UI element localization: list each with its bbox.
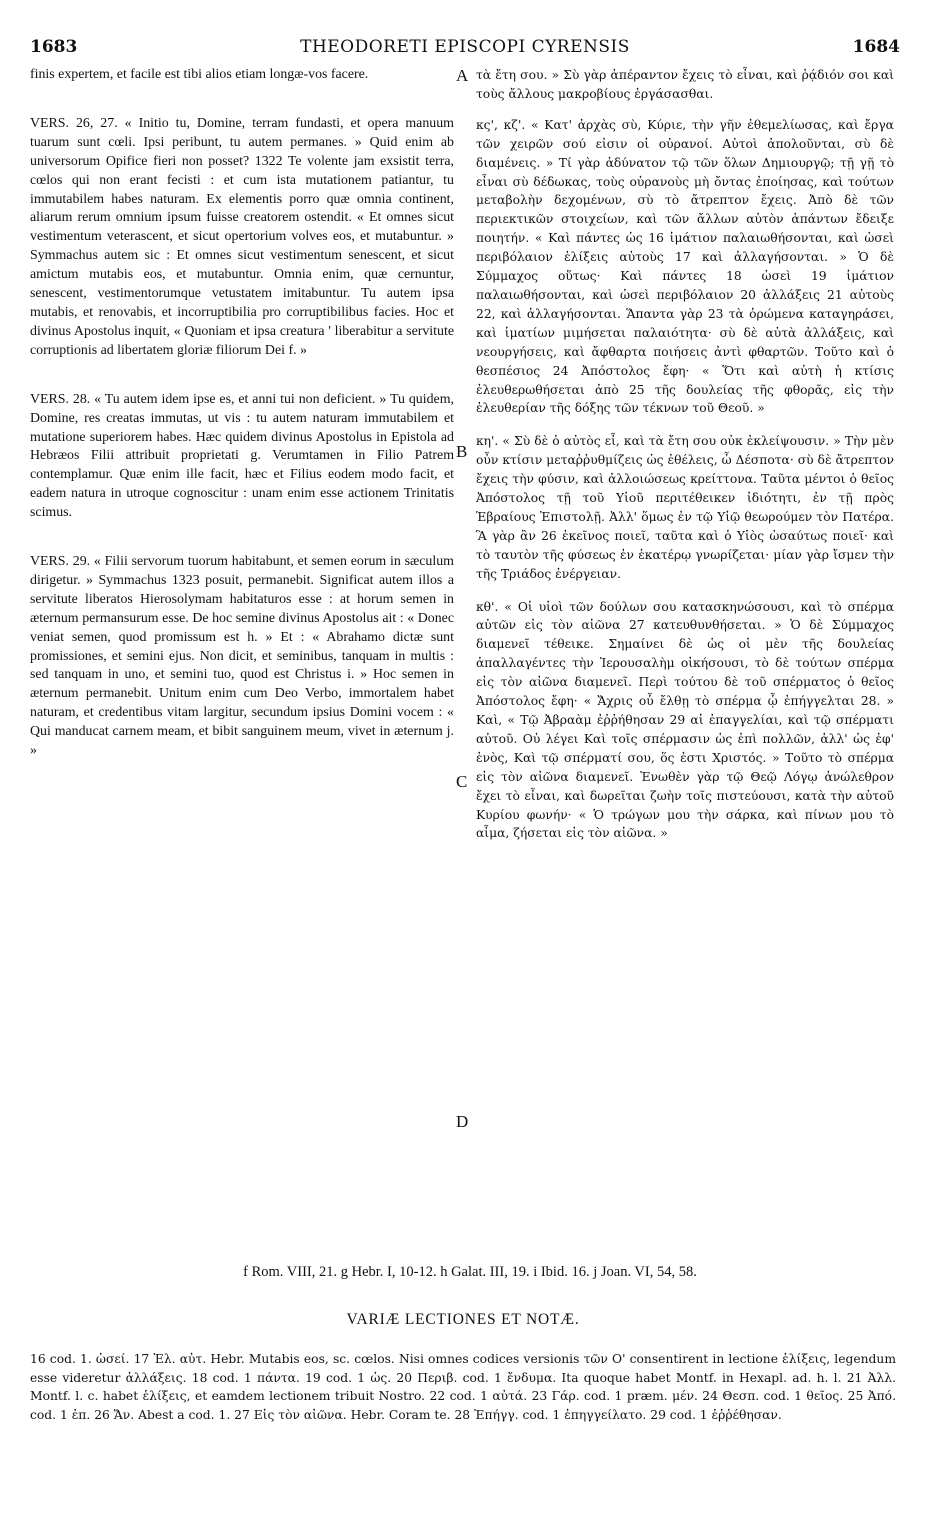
right-page-number: 1684	[852, 37, 900, 57]
latin-paragraph: VERS. 26, 27. « Initio tu, Domine, terram fundasti, et opera manuum tuarum sunt cœli. Ipsi peribunt, tu autem permanes. » Quid enim ab universorum Opifice fieri non posset? 1322 Te volente jam exsistit terra, cœlos qui non erant fecisti : et cum ista mutationem patiantur, tu immutabilem habes naturam. Ex elementis porro quæ omnia continent, aliarum rerum omnium ipsum fuisse creatorem ostendit. « Et omnes sicut vestimentum veterascent, et sicut opertorium volves eos, et mutabuntur. » Symmachus autem sic : Et omnes sicut vestimentum senescent, et sicut amictum mutabis eos, et mutabuntur. Omnia enim, quæ cernuntur, senescent, vestimentorumque vetustatem imitabuntur. Tu autem ipsa mutabis, et renovabis, et incorruptibilia pro corruptibilibus facies. Hoc et divinus Apostolus inquit, « Quoniam et ipsa creatura ' liberabitur a servitute corruptionis ad libertatem gloriæ filiorum Dei f. »	[30, 115, 454, 358]
section-marker-d: D	[456, 1112, 469, 1131]
greek-column	[476, 66, 894, 843]
greek-paragraph: τὰ ἔτη σου. » Σὺ γὰρ ἀπέραντον ἔχεις τὸ εἶναι, καὶ ῥᾴδιόν σοι καὶ τοὺς ἄλλους μακροβίους ἐργάσασθαι.	[476, 68, 894, 101]
greek-paragraph: κη'. « Σὺ δὲ ὁ αὐτὸς εἶ, καὶ τὰ ἔτη σου οὐκ ἐκλείψουσιν. » Τὴν μὲν οὖν κτίσιν μεταῤῥυθμίζεις ὡς ἐθέλεις, ὦ Δέσποτα· σὺ δὲ ἄτρεπτον ἔχεις τὴν φύσιν, καὶ ἀλλοιώσεως κρείττονα. Ταῦτα μέντοι ὁ θεῖος Ἀπόστολος τῇ τοῦ Υἱοῦ περιτέθεικεν ἰδιότητι, ἐν τῇ πρὸς Ἑβραίους Ἐπιστολῇ. Ἀλλ' ὅμως ἐν τῷ Υἱῷ θεωρούμεν τὸν Πατέρα. Ἃ γὰρ ἂν 26 ἐκεῖνος ποιεῖ, ταῦτα καὶ ὁ Υἱὸς ὡσαύτως ποιεῖ· καὶ τὸ ταυτὸν τῆς φύσεως ἐν ἑκατέρῳ γνωρίζεται· μίαν γὰρ ἴσμεν τὴν τῆς Τριάδος ἐνέργειαν.	[476, 434, 894, 581]
greek-paragraph: κθ'. « Οἱ υἱοὶ τῶν δούλων σου κατασκηνώσουσι, καὶ τὸ σπέρμα αὐτῶν εἰς τὸν αἰῶνα 27 κατευθυνθήσεται. » Ὁ δὲ Σύμμαχος διαμενεῖ τέθεικε. Σημαίνει δὲ ὡς οἱ μὲν τῆς δουλείας ἀπαλλαγέντες τὴν Ἱερουσαλὴμ οἰκήσουσι, τὸ δὲ τούτων σπέρμα εἰς τὸν αἰῶνα διαμενεῖ. Περὶ τούτου δὲ τοῦ σπέρματος ὁ θεῖος Ἀπόστολος ἔφη· « Ἄχρις οὗ ἔλθῃ τὸ σπέρμα ᾧ ἐπήγγελται 28. » Καὶ, « Τῷ Ἀβραὰμ ἐῤῥήθησαν 29 αἱ ἐπαγγελίαι, καὶ τῷ σπέρματι αὐτοῦ. Οὐ λέγει Καὶ τοῖς σπέρμασιν ὡς ἐπὶ πολλῶν, ἀλλ' ὡς ἐφ' ἑνὸς, Καὶ τῷ σπέρματί σου, ὅς ἐστι Χριστός. » Τοῦτο τὸ σπέρμα εἰς τὸν αἰῶνα διαμενεῖ. Ἑνωθὲν γὰρ τῷ Θεῷ Λόγῳ ἀνώλεθρον ἔχει τὸ εἶναι, καὶ δωρεῖται ζωὴν τοῖς πιστεύουσι, κατὰ τὴν αὐτοῦ Κυρίου φωνήν· « Ὁ τρώγων μου τὴν σάρκα, καὶ πίνων μου τὸ αἷμα, ζήσεται εἰς τὸν αἰῶνα. »	[476, 599, 894, 841]
latin-paragraph: VERS. 28. « Tu autem idem ipse es, et anni tui non deficient. » Tu quidem, Domine, res creatas immutas, ut vis : tu autem naturam immutabilem et mutatione superiorem habes. Hæc quidem divinus Apostolus in Epistola ad Hebræos Filii attribuit proprietati g. Verumtamen in Filio Patrem contemplamur. Quæ enim ille facit, hæc et Filius eodem modo facit, et eadem natura in utroque cognoscitur : unam enim esse actionem Trinitatis scimus.	[30, 391, 454, 521]
variae-lectiones-notes: 16 cod. 1. ὡσεί. 17 Ἐλ. αὐτ. Hebr. Mutabis eos, sc. cœlos. Nisi omnes codices versionis τῶν Ο' consentirent in lectione ἑλίξεις, legendum esse videretur ἀλλάξεις. 18 cod. 1 πάντα. 19 cod. 1 ὡς. 20 Περιβ. cod. 1 ἔνδυμα. Ita quoque habet Montf. in Hexapl. ad. h. l. 21 Ἀλλ. Montf. l. c. habet ἑλίξεις, et eamdem lectionem tribuit Nostro. 22 cod. 1 αὐτά. 23 Γάρ. cod. 1 præm. μέν. 24 Θεσπ. cod. 1 θεῖος. 25 Ἀπό. cod. 1 ἐπ. 26 Ἄν. Abest a cod. 1. 27 Εἰς τὸν αἰῶνα. Hebr. Coram te. 28 Ἐπήγγ. cod. 1 ἐπηγγείλατο. 29 cod. 1 ἐῤῥέθησαν.	[30, 1352, 896, 1422]
section-marker-b: B	[456, 442, 468, 461]
scripture-footnotes: f Rom. VIII, 21. g Hebr. I, 10-12. h Galat. III, 19. i Ibid. 16. j Joan. VI, 54, 58.	[243, 1264, 697, 1280]
latin-paragraph: VERS. 29. « Filii servorum tuorum habitabunt, et semen eorum in sæculum dirigetur. » Symmachus 1323 posuit, permanebit. Significat autem illos a servitute liberatos Hierosolymam habitaturos esse : at horum semen in æternum permansurum esse. De hoc semine divinus Apostolus ait : « Donec veniat semen, quod promissum est h. » Et : « Abrahamo dictæ sunt promissiones, et semini ejus. Non dicit, et seminibus, tanquam in multis : sed tanquam in uno, et semini tuo, quod est Christus i. » Hoc semen in æternum permanebit. Unitum enim cum Deo Verbo, immortalem habet naturam, et credentibus vitam largitur, secundum ipsius Domini vocem : « Qui manducat carnem meam, et bibit sanguinem meum, vivet in æternum j. »	[30, 554, 454, 759]
variae-heading: VARIÆ LECTIONES ET NOTÆ.	[346, 1311, 580, 1328]
latin-column	[30, 66, 454, 761]
running-head	[30, 36, 900, 60]
left-page-number: 1683	[30, 37, 78, 57]
section-marker-c: C	[456, 772, 468, 791]
latin-paragraph: finis expertem, et facile est tibi alios etiam longæ-vos facere.	[30, 67, 369, 82]
greek-paragraph: κς', κζ'. « Κατ' ἀρχὰς σὺ, Κύριε, τὴν γῆν ἐθεμελίωσας, καὶ ἔργα τῶν χειρῶν σού εἰσιν οἱ οὐρανοί. Αὐτοὶ ἀπολοῦνται, σὺ δὲ διαμένεις. » Τί γὰρ ἀδύνατον τῷ τῶν ὅλων Δημιουργῷ; τῇ γῇ τὸ εἶναι σὺ δέδωκας, τοὺς οὐρανοὺς μὴ ὄντας ἐποίησας, καὶ τούτων μεταβολὴν δεχομένων, σὺ τὸ ἄτρεπτον ἔχεις. Ἀπὸ δὲ τῶν περιεκτικῶν στοιχείων, καὶ τῶν ἄλλων αὐτὸν ἁπάντων ἔδειξε ποιητήν. « Καὶ πάντες ὡς 16 ἱμάτιον παλαιωθήσονται, καὶ ὡσεὶ περιβόλαιον ἑλίξεις αὐτοὺς 17 καὶ ἀλλαγήσονται. » Ὁ δὲ Σύμμαχος οὕτως· Καὶ πάντες 18 ὡσεὶ 19 ἱμάτιον παλαιωθήσονται, καὶ ὡσεὶ περιβόλαιον 20 ἀλλάξεις 21 αὐτοὺς 22, καὶ ἀλλαγήσονται. Ἅπαντα γὰρ 23 τὰ ὁρώμενα καταγηράσει, καὶ ἱματίων μιμήσεται παλαιότητα· σὺ δὲ αὐτὰ ἀλλάξεις, καὶ νεουργήσεις, καὶ ἄφθαρτα ποιήσεις ἀντὶ φθαρτῶν. Τοῦτο καὶ ὁ θεσπέσιος 24 Ἀπόστολος ἔφη· « Ὅτι καὶ αὐτὴ ἡ κτίσις ἐλευθερωθήσεται ἀπὸ 25 τῆς δουλείας τῆς φθορᾶς, εἰς τὴν ἐλευθερίαν τῆς δόξης τῶν τέκνων τοῦ Θεοῦ. »	[476, 117, 894, 416]
running-title: THEODORETI EPISCOPI CYRENSIS	[300, 37, 630, 57]
section-marker-a: A	[456, 66, 469, 85]
